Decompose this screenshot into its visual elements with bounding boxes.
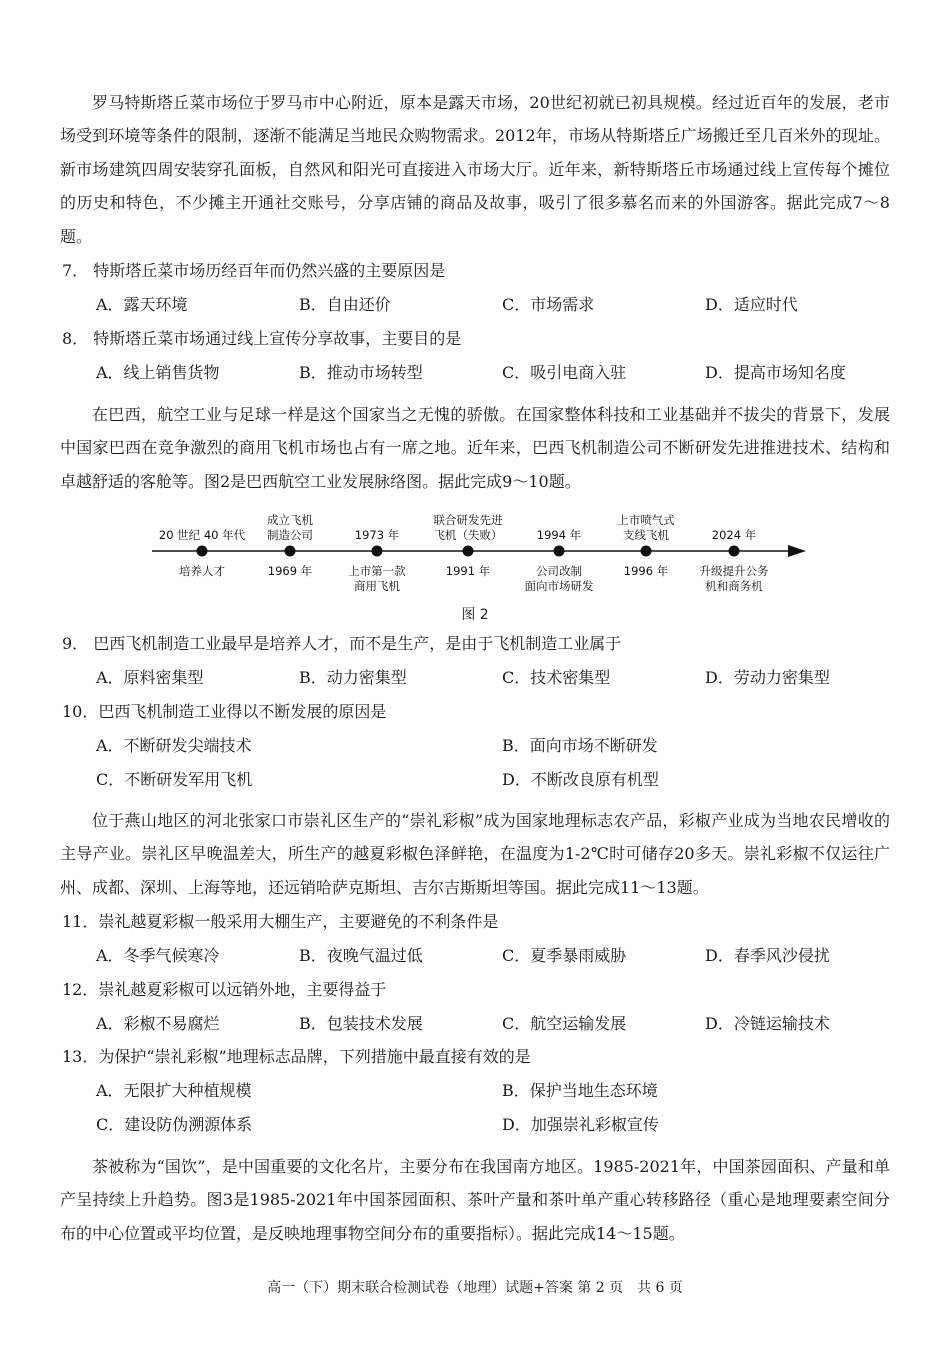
- passage-market: 罗马特斯塔丘菜市场位于罗马市中心附近，原本是露天市场，20世纪初就已初具规模。经过近百年的发展，老市场受到环境等条件的限制，逐渐不能满足当地民众购物需求。2012年，市场从特斯塔丘广场搬迁至几百米外的现址。新市场建筑四周安装穿孔面板，自然风和阳光可直接进入市场大厅。近年来，新特斯塔丘市场通过线上宣传每个摊位的历史和特色，不少摊主开通社交账号，分享店铺的商品及故事，吸引了很多慕名而来的外国游客。据此完成7～8题。: [60, 93, 890, 246]
- timeline-label-top-6: 上市喷气式: [617, 513, 675, 527]
- q8-option-c: C．吸引电商入驻: [502, 363, 627, 382]
- timeline-label-bottom-5: 面向市场研发: [524, 579, 594, 593]
- q10-option-a: A．不断研发尖端技术: [96, 736, 252, 755]
- timeline-label-bottom-7: 机和商务机: [705, 579, 763, 593]
- q8-option-a: A．线上销售货物: [96, 363, 220, 382]
- q12-option-b: B．包装技术发展: [299, 1014, 423, 1033]
- q8-option-b: B．推动市场转型: [299, 363, 423, 382]
- passage-tea: 茶被称为“国饮”，是中国重要的文化名片，主要分布在我国南方地区。1985-2021年，中国茶园面积、产量和单产呈持续上升趋势。图3是1985-2021年中国茶园面积、茶叶产量和茶叶单产重心转移路径（重心是地理要素空间分布的中心位置或平均位置，是反映地理事物空间分布的重要指标）。据此完成14～15题。: [60, 1157, 890, 1243]
- question-10: 10．巴西飞机制造工业得以不断发展的原因是: [62, 702, 387, 721]
- q12-option-d: D．冷链运输技术: [705, 1014, 830, 1033]
- q11-option-c: C．夏季暴雨威胁: [502, 946, 627, 965]
- q11-option-a: A．冬季气候寒冷: [96, 946, 220, 965]
- timeline-label-bottom-7: 升级提升公务: [699, 564, 769, 578]
- timeline-label-bottom-2: 1969 年: [267, 564, 313, 578]
- q7-option-d: D．适应时代: [705, 295, 798, 314]
- timeline-label-bottom-1: 培养人才: [179, 564, 225, 578]
- timeline-label-top-3: 1973 年: [354, 528, 400, 542]
- q7-option-a: A．露天环境: [96, 295, 188, 314]
- q12-option-a: A．彩椒不易腐烂: [96, 1014, 220, 1033]
- question-8: 8． 特斯塔丘菜市场通过线上宣传分享故事，主要目的是: [62, 329, 462, 348]
- timeline-node-3: [372, 546, 383, 557]
- q11-option-b: B．夜晚气温过低: [299, 946, 423, 965]
- figure-2-caption: 图 2: [461, 607, 489, 623]
- timeline-label-bottom-3: 商用飞机: [354, 579, 400, 593]
- timeline-node-2: [285, 546, 296, 557]
- question-11: 11．崇礼越夏彩椒一般采用大棚生产，主要避免的不利条件是: [62, 912, 499, 931]
- q13-option-b: B．保护当地生态环境: [502, 1081, 658, 1100]
- q13-option-a: A．无限扩大种植规模: [96, 1081, 252, 1100]
- q13-option-c: C．建设防伪溯源体系: [96, 1115, 253, 1134]
- question-7: 7． 特斯塔丘菜市场历经百年而仍然兴盛的主要原因是: [62, 261, 446, 280]
- passage-peppers: 位于燕山地区的河北张家口市崇礼区生产的“崇礼彩椒”成为国家地理标志农产品，彩椒产业成为当地农民增收的主导产业。崇礼区早晚温差大，所生产的越夏彩椒色泽鲜艳，在温度为1-2℃时可储存20多天。崇礼彩椒不仅运往广州、成都、深圳、上海等地，还远销哈萨克斯坦、吉尔吉斯斯坦等国。据此完成11～13题。: [60, 811, 890, 897]
- page-footer: 高一（下）期末联合检测试卷（地理）试题+答案 第 2 页 共 6 页: [267, 1280, 683, 1296]
- question-9: 9． 巴西飞机制造工业最早是培养人才，而不是生产，是由于飞机制造工业属于: [62, 634, 622, 653]
- q7-option-b: B．自由还价: [299, 295, 391, 314]
- q12-option-c: C．航空运输发展: [502, 1014, 627, 1033]
- question-12: 12．崇礼越夏彩椒可以远销外地，主要得益于: [62, 980, 387, 999]
- timeline-node-6: [641, 546, 652, 557]
- q7-option-c: C．市场需求: [502, 295, 595, 314]
- timeline-label-top-5: 1994 年: [536, 528, 582, 542]
- timeline-label-top-6: 支线飞机: [623, 528, 669, 542]
- timeline-label-bottom-5: 公司改制: [536, 564, 582, 578]
- timeline-node-7: [729, 546, 740, 557]
- q9-option-b: B．动力密集型: [299, 668, 407, 687]
- aviation-timeline-figure: [140, 498, 820, 604]
- timeline-label-top-7: 2024 年: [711, 528, 757, 542]
- timeline-label-bottom-3: 上市第一款: [348, 564, 406, 578]
- passage-aviation: 在巴西，航空工业与足球一样是这个国家当之无愧的骄傲。在国家整体科技和工业基础并不拔尖的背景下，发展中国家巴西在竞争激烈的商用飞机市场也占有一席之地。近年来，巴西飞机制造公司不断研发先进推进技术、结构和卓越舒适的客舱等。图2是巴西航空工业发展脉络图。据此完成9～10题。: [60, 405, 890, 491]
- q13-option-d: D．加强崇礼彩椒宣传: [502, 1115, 659, 1134]
- q9-option-d: D．劳动力密集型: [705, 668, 830, 687]
- q10-option-d: D．不断改良原有机型: [502, 770, 659, 789]
- timeline-label-top-2: 制造公司: [267, 528, 313, 542]
- timeline-label-top-4: 飞机（失败）: [433, 528, 503, 542]
- timeline-label-top-4: 联合研发先进: [433, 513, 503, 527]
- timeline-label-bottom-6: 1996 年: [623, 564, 669, 578]
- timeline-label-top-1: 20 世纪 40 年代: [158, 528, 246, 542]
- question-13: 13．为保护“崇礼彩椒”地理标志品牌，下列措施中最直接有效的是: [62, 1047, 531, 1066]
- timeline-node-1: [197, 546, 208, 557]
- q8-option-d: D．提高市场知名度: [705, 363, 846, 382]
- timeline-arrowhead: [788, 545, 806, 557]
- timeline-node-4: [463, 546, 474, 557]
- q10-option-b: B．面向市场不断研发: [502, 736, 658, 755]
- timeline-label-bottom-4: 1991 年: [445, 564, 491, 578]
- timeline-label-top-2: 成立飞机: [267, 513, 313, 527]
- q10-option-c: C．不断研发军用飞机: [96, 770, 253, 789]
- q9-option-c: C．技术密集型: [502, 668, 611, 687]
- q9-option-a: A．原料密集型: [96, 668, 204, 687]
- q11-option-d: D．春季风沙侵扰: [705, 946, 830, 965]
- timeline-node-5: [554, 546, 565, 557]
